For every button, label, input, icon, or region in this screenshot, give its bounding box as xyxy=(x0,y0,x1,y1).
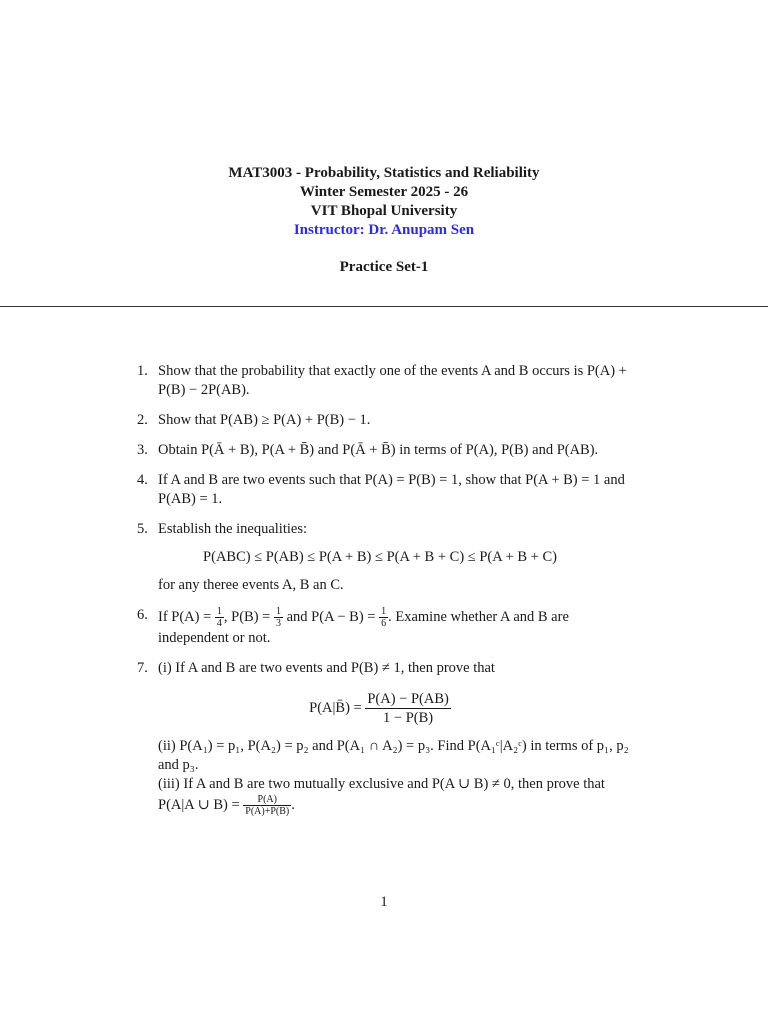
problem-number: 6. xyxy=(137,607,148,623)
page-number: 1 xyxy=(380,894,388,910)
problem-number: 7. xyxy=(137,660,148,676)
problem-3 xyxy=(130,441,630,460)
semester: Winter Semester 2025 - 26 xyxy=(299,184,469,200)
horizontal-rule xyxy=(0,306,768,307)
problem-text: Show that P(AB) ≥ P(A) + P(B) − 1. xyxy=(158,412,371,428)
problem-text: Show that the probability that exactly one of the events A and B occurs is P(A) + P(B) − 2P(AB). xyxy=(158,363,627,398)
problem-text: If A and B are two events such that P(A) = P(B) = 1, show that P(A + B) = 1 and P(AB) = 1. xyxy=(158,472,625,507)
problem-number: 1. xyxy=(137,363,148,379)
conditional-probability-equation: P(A|B̄) = $\frac{P(A) - P(AB)}{1 - P(B)}$ xyxy=(309,691,449,726)
problem-text: Establish the inequalities: xyxy=(158,521,308,537)
fraction: $\frac{1}{3}$ xyxy=(275,606,281,629)
problem-number: 2. xyxy=(137,412,148,428)
fraction: $\frac{1}{6}$ xyxy=(381,606,387,629)
problem-2 xyxy=(130,411,630,430)
problem-part-ii: (ii) P(A₁) = p₁, P(A₂) = p₂ and P(A₁ ∩ A₂) = p₃. Find P(A₁ᶜ|A₂ᶜ) in terms of p₁, p₂ and p₃. xyxy=(158,738,629,773)
problem-text: If P(A) = xyxy=(158,608,215,625)
problem-list xyxy=(130,362,630,828)
problem-number: 4. xyxy=(137,472,148,488)
problem-4 xyxy=(130,471,630,509)
fraction: $\frac{1}{4}$ xyxy=(216,606,222,629)
instructor: Instructor: Dr. Anupam Sen xyxy=(293,222,475,238)
inequality-equation: P(ABC) ≤ P(AB) ≤ P(A + B) ≤ P(A + B + C) ≤ P(A + B + C) xyxy=(203,549,557,565)
problem-text: Obtain P(Ā + B), P(A + B̄) and P(Ā + B̄) in terms of P(A), P(B) and P(AB). xyxy=(158,442,599,458)
fraction: $\frac{P(A)}{P(A)+P(B)}$ xyxy=(245,794,290,817)
fraction: $\frac{P(A) - P(AB)}{1 - P(B)}$ xyxy=(367,691,449,726)
problem-number: 5. xyxy=(137,521,148,537)
problem-text-after: for any theree events A, B an C. xyxy=(158,577,344,593)
problem-part-i: (i) If A and B are two events and P(B) ≠ 1, then prove that xyxy=(158,660,495,676)
document-header xyxy=(0,164,768,277)
problem-7 xyxy=(130,659,630,817)
course-title: MAT3003 - Probability, Statistics and Reliability xyxy=(228,165,540,181)
practice-set-title: Practice Set-1 xyxy=(339,259,429,275)
problem-number: 3. xyxy=(137,442,148,458)
problem-6: 6. If P(A) = $\frac{1}{4}$ , P(B) = $\frac{1}{3}$ and P(A − B) = $\frac{1}{6}$ . Examine whether A and B are independent or not. xyxy=(137,606,569,646)
problem-5 xyxy=(130,520,630,595)
university: VIT Bhopal University xyxy=(310,203,458,219)
problem-1 xyxy=(130,362,630,400)
problem-part-iii: (iii) If A and B are two mutually exclusive and P(A ∪ B) ≠ 0, then prove that P(A|A ∪ B) = $\frac{P(A)}{P(A)+P(B)}$ . xyxy=(158,776,605,817)
